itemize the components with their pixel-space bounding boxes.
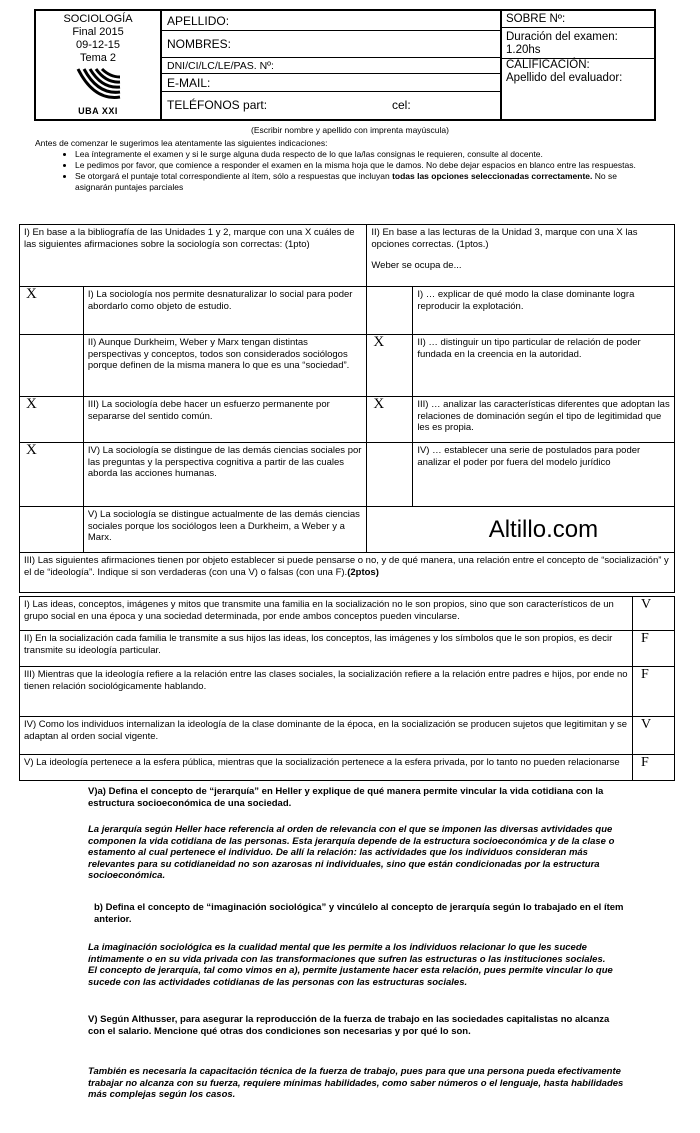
evaluador-label: Apellido del evaluador: bbox=[506, 72, 623, 84]
q3-answer[interactable]: F bbox=[633, 755, 675, 781]
q2-option: IV) … establecer una serie de postulados para poder analizar el poder por fuera del modelo jurídico bbox=[413, 443, 675, 507]
q1-mark[interactable] bbox=[20, 507, 84, 553]
q2-mark[interactable] bbox=[367, 287, 413, 335]
q1-mark[interactable]: X bbox=[20, 287, 84, 335]
q1-option: II) Aunque Durkheim, Weber y Marx tengan distintas perspectivas y conceptos, todos son considerados sociólogos porque definen de la misma manera lo que es una “sociedad”. bbox=[83, 335, 366, 397]
apellido-field[interactable]: APELLIDO: bbox=[162, 11, 500, 31]
instructions bbox=[35, 138, 645, 193]
telefonos-field[interactable] bbox=[162, 92, 500, 119]
sobre-field: SOBRE Nº: bbox=[502, 11, 654, 28]
q1-option: IV) La sociología se distingue de las demás ciencias sociales por las preguntas y la perspectiva cognitiva a partir de las cuales aborda las acciones humanas. bbox=[83, 443, 366, 507]
instruction-text: Se otorgará el puntaje total correspondiente al ítem, sólo a respuestas que incluyan bbox=[75, 171, 393, 181]
q3-statement: I) Las ideas, conceptos, imágenes y mitos que transmite una familia en la socialización no le son propios, sino que son característicos de un grupo social en una época y una sociedad determinada, por ende ambos conceptos pueden vincularse. bbox=[20, 597, 633, 631]
q2-option: III) … analizar las características diferentes que adoptan las relaciones de dominación según el tipo de legitimidad que les es propia. bbox=[413, 397, 675, 443]
q3-table bbox=[19, 596, 675, 781]
q4b-prompt: b) Defina el concepto de “imaginación sociológica” y vincúlelo al concepto de jerarquía según lo trabajado en el ítem anterior. bbox=[94, 902, 624, 925]
cel-label: cel: bbox=[392, 98, 411, 112]
q2-mark[interactable]: X bbox=[367, 397, 413, 443]
q4a-answer: La jerarquía según Heller hace referencia al orden de relevancia con el que se imponen las diversas avtividades que componen la vida cotidiana de las personas. Esta jerarquía depende de la estructura socioeconómica y de la clase o estamento al cual pertenece el individuo. De allí la relación: las actividades que los individuos consideran más relevantes para su cotidianeidad no son azarosas ni individuales, sino que están condicionadas por la estructura socioeconómica. bbox=[88, 824, 615, 881]
q1-mark[interactable] bbox=[20, 335, 84, 397]
duracion-field: Duración del examen: 1.20hs bbox=[502, 28, 654, 59]
q3-answer[interactable]: V bbox=[633, 717, 675, 755]
instruction-item: • Lea íntegramente el examen y si le surge alguna duda respecto de lo que la/las consignas le requieren, consulte al docente. bbox=[75, 149, 645, 160]
instruction-bold: todas las opciones seleccionadas correctamente. bbox=[392, 171, 593, 181]
q3-statement: IV) Como los individuos internalizan la ideología de la clase dominante de la época, en la socialización se producen sujetos que legitimitan y se adaptan al orden social vigente. bbox=[20, 717, 633, 755]
q3-statement: V) La ideología pertenece a la esfera pública, mientras que la socialización pertenece a la esfera privada, por lo tanto no pueden relacionarse bbox=[20, 755, 633, 781]
q2-prompt-cell bbox=[367, 225, 675, 287]
q3-answer[interactable]: F bbox=[633, 667, 675, 717]
q3-prompt bbox=[20, 553, 675, 593]
q3-answer[interactable]: F bbox=[633, 631, 675, 667]
altillo-watermark: Altillo.com bbox=[413, 507, 675, 553]
instructions-lead: Antes de comenzar le sugerimos lea atentamente las siguientes indicaciones: bbox=[35, 138, 328, 148]
header-subject-cell bbox=[36, 11, 162, 119]
q2-option: II) … distinguir un tipo particular de relación de poder fundada en la creencia en la autoridad. bbox=[413, 335, 675, 397]
q3-answer[interactable]: V bbox=[633, 597, 675, 631]
q3-statement: III) Mientras que la ideología refiere a la relación entre las clases sociales, la socialización refiere a la relación entre padres e hijos, por ende no tienen relación sociológicamente hablando. bbox=[20, 667, 633, 717]
q4b-answer-2: El concepto de jerarquía, tal como vimos en a), permite justamente hacer esta relación, pues permite vincular lo que sucede con las actividades cotidianas de las personas con las estructuras sociales. bbox=[88, 965, 613, 988]
subject: SOCIOLOGÍA bbox=[63, 13, 133, 25]
q1-option: III) La sociología debe hacer un esfuerzo permanente por separarse del sentido común. bbox=[83, 397, 366, 443]
q1-prompt: I) En base a la bibliografía de las Unidades 1 y 2, marque con una X cuáles de las siguientes afirmaciones sobre la sociología son correctas: (1pto) bbox=[20, 225, 367, 287]
q2-option: I) … explicar de qué modo la clase dominante logra reproducir la explotación. bbox=[413, 287, 675, 335]
q1-option: I) La sociología nos permite desnaturalizar lo social para poder abordarlo como objeto de estudio. bbox=[83, 287, 366, 335]
q2-prompt: II) En base a las lecturas de la Unidad 3, marque con una X las opciones correctas. (1ptos.) bbox=[371, 227, 638, 250]
q1-mark[interactable]: X bbox=[20, 443, 84, 507]
email-field[interactable]: E-MAIL: bbox=[162, 74, 500, 92]
q4b-answer bbox=[88, 942, 628, 988]
q3-statement: II) En la socialización cada familia le transmite a sus hijos las ideas, los conceptos, las imágenes y los símbolos que le son propios, es decir transmite su ideología particular. bbox=[20, 631, 633, 667]
calificacion-field bbox=[502, 59, 654, 119]
exam-name: Final 2015 bbox=[72, 26, 124, 38]
instruction-text: No se asignarán puntajes parciales bbox=[75, 171, 617, 192]
q2-sub: Weber se ocupa de... bbox=[371, 260, 462, 271]
header-student-cell bbox=[162, 11, 502, 119]
nombres-field[interactable]: NOMBRES: bbox=[162, 31, 500, 58]
instruction-item bbox=[75, 171, 645, 193]
q3-points: (2ptos) bbox=[347, 566, 379, 578]
uba-xxi-logo-icon bbox=[74, 67, 124, 103]
name-note: (Escribir nombre y apellido con imprenta mayúscula) bbox=[251, 125, 449, 135]
q4b-answer-1: La imaginación sociológica es la cualidad mental que les permite a los individuos relacionar lo que les sucede íntimamente o en su vida privada con las transformaciones que sufren las estructuras o las instituciones sociales. bbox=[88, 942, 606, 965]
exam-tema: Tema 2 bbox=[79, 52, 117, 64]
header-admin-cell bbox=[502, 11, 654, 119]
q1-option: V) La sociología se distingue actualmente de las demás ciencias sociales porque los sociólogos leen a Durkheim, a Weber y a Marx. bbox=[83, 507, 366, 553]
q1-q2-table bbox=[19, 224, 675, 593]
instruction-item: • Le pedimos por favor, que comience a responder el examen en la misma hoja que le damos. No debe dejar espacios en blanco entre las respuestas. bbox=[75, 160, 645, 171]
q5-answer: También es necesaria la capacitación técnica de la fuerza de trabajo, pues para que una persona pueda efectivamente trabajar no alcanza con su fuerza, requiere mínimas habilidades, como saber números o el lenguaje, hasta habilidades más complejas según los casos. bbox=[88, 1066, 624, 1100]
exam-date: 09-12-15 bbox=[75, 39, 121, 51]
dni-field[interactable]: DNI/CI/LC/LE/PAS. Nº: bbox=[162, 58, 500, 74]
telefonos-label: TELÉFONOS part: bbox=[167, 98, 268, 112]
logo-text: UBA XXI bbox=[78, 106, 118, 116]
q4a-prompt: V)a) Defina el concepto de “jerarquía” en Heller y explique de qué manera permite vincular la vida cotidiana con la estructura socioeconómica de una sociedad. bbox=[88, 786, 604, 809]
exam-header bbox=[34, 9, 656, 121]
q1-mark[interactable]: X bbox=[20, 397, 84, 443]
calificacion-label: CALIFICACIÓN: bbox=[506, 59, 590, 71]
q2-mark[interactable] bbox=[367, 443, 413, 507]
q5-prompt: V) Según Althusser, para asegurar la reproducción de la fuerza de trabajo en las sociedades capitalistas no alcanza con el salario. Mencione qué otras dos condiciones son necesarias y por qué lo son. bbox=[88, 1014, 610, 1037]
q3-prompt-text: III) Las siguientes afirmaciones tienen por objeto establecer si puede pensarse o no, y de qué manera, una relación entre el concepto de “socialización” y el de “ideología”. Indique si son verdaderas (con una V) o falsas (con una F). bbox=[24, 555, 669, 578]
q2-mark[interactable]: X bbox=[367, 335, 413, 397]
